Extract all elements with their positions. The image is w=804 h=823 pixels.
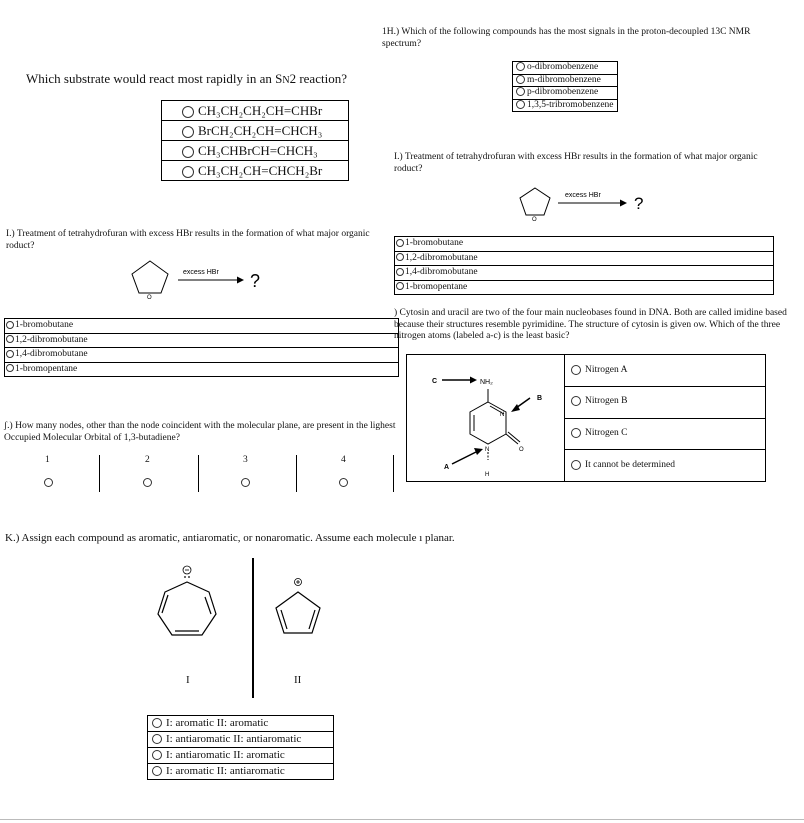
reagent-label: excess HBr: [183, 269, 219, 276]
option-label: 1,2-dibromobutane: [15, 334, 88, 345]
option-row[interactable]: [5, 348, 399, 363]
thf-ring: [520, 188, 550, 215]
option-row[interactable]: [162, 121, 349, 141]
option-label: It cannot be determined: [585, 459, 675, 470]
question-i-right-options: [394, 236, 774, 295]
cytosine-structure: [406, 354, 566, 482]
radio-button[interactable]: [6, 335, 14, 343]
radio-button[interactable]: [6, 321, 14, 329]
option-label: 3: [243, 455, 248, 465]
question-i-left-options: [4, 318, 399, 377]
unknown-product: ?: [250, 271, 261, 291]
option-row[interactable]: [513, 62, 618, 75]
h-label: H: [485, 472, 490, 478]
option-label: 1: [45, 455, 50, 465]
option-label: o-dibromobenzene: [527, 62, 599, 72]
option-row[interactable]: [162, 161, 349, 181]
radio-button[interactable]: [571, 365, 581, 375]
lone-pair-dot: [184, 576, 186, 578]
radio-button[interactable]: [182, 106, 194, 118]
option-label: BrCH₂CH₂CH=CHCH₃: [198, 123, 323, 139]
option-row[interactable]: [148, 716, 334, 732]
option-divider: [393, 455, 394, 492]
thf-reaction-right: [510, 184, 660, 224]
question-k-text: K.) Assign each compound as aromatic, antiaromatic, or nonaromatic. Assume each molecule ı planar.: [5, 532, 455, 544]
option-row[interactable]: [513, 74, 618, 87]
option-row[interactable]: [395, 266, 774, 281]
option-label: 2: [145, 455, 150, 465]
oxygen-label: O: [519, 447, 524, 453]
option-row[interactable]: [565, 418, 766, 450]
option-label: 1,4-dibromobutane: [15, 349, 88, 359]
label-c: C: [432, 378, 438, 385]
option-divider: [198, 455, 199, 492]
radio-button[interactable]: [152, 750, 162, 760]
radio-button[interactable]: [571, 428, 581, 438]
option-label: CH₃CH₂CH=CHCH₂Br: [198, 163, 323, 179]
question-i-right-text: I.) Treatment of tetrahydrofuran with excess HBr results in the formation of what major organic roduct?: [394, 152, 758, 174]
option-label: 1-bromopentane: [15, 363, 78, 374]
radio-button[interactable]: [143, 478, 152, 487]
option-row[interactable]: [148, 748, 334, 764]
option-row[interactable]: [565, 386, 766, 418]
radio-button[interactable]: [516, 62, 525, 71]
option-label: CH₃CH₂CH₂CH=CHBr: [198, 103, 323, 118]
n1-label: N: [485, 447, 490, 453]
seven-membered-ring: [158, 582, 216, 635]
option-label: 1,2-dibromobutane: [405, 252, 478, 263]
option-label: 1,4-dibromobutane: [405, 267, 478, 277]
option-label: Nitrogen A: [585, 364, 628, 375]
nh2-label: NH₂: [480, 379, 493, 386]
radio-button[interactable]: [339, 478, 348, 487]
radio-button[interactable]: [44, 478, 53, 487]
option-label: 1-bromobutane: [15, 320, 74, 330]
option-row[interactable]: [565, 355, 766, 387]
option-divider: [296, 455, 297, 492]
question-g-options: [0, 452, 400, 492]
cyclopentadienyl-cation: [270, 572, 330, 642]
radio-button[interactable]: [241, 478, 250, 487]
option-row[interactable]: [148, 732, 334, 748]
option-label: 4: [341, 455, 346, 465]
radio-button[interactable]: [571, 460, 581, 470]
option-label: 1-bromobutane: [405, 238, 464, 248]
cycloheptatrienyl-anion: [150, 562, 250, 662]
option-label: m-dibromobenzene: [527, 74, 601, 85]
question-cytosine-text: ) Cytosin and uracil are two of the four main nucleobases found in DNA. Both are called imidine based because their structures resemble pyrimidine. The structure of cytosin is given ow. Which of the three nitrogen atoms (labeled a-c) is the least basic?: [394, 308, 787, 341]
radio-button[interactable]: [396, 282, 404, 290]
arrow-c-head: [470, 377, 477, 384]
double-bond: [205, 597, 211, 614]
radio-button[interactable]: [182, 146, 194, 158]
question-sn2-options: [161, 100, 349, 181]
option-label: I: antiaromatic II: antiaromatic: [166, 733, 302, 745]
ring-oxygen-label: O: [147, 295, 152, 301]
option-label: p-dibromobenzene: [527, 87, 599, 97]
radio-button[interactable]: [6, 350, 14, 358]
option-label: CH₃CHBrCH=CHCH₃: [198, 143, 318, 159]
option-row[interactable]: [162, 101, 349, 121]
option-label: I: aromatic II: antiaromatic: [166, 765, 285, 777]
label-b: B: [537, 395, 543, 402]
option-row[interactable]: [395, 251, 774, 266]
five-membered-ring: [276, 592, 320, 633]
question-k-options: [147, 715, 334, 780]
n3-label: N: [500, 412, 505, 418]
compound-ii-label: II: [294, 674, 302, 686]
option-row[interactable]: [565, 450, 766, 482]
option-row[interactable]: [513, 99, 618, 112]
radio-button[interactable]: [571, 396, 581, 406]
ring-oxygen-label: O: [532, 217, 537, 223]
option-label: Nitrogen C: [585, 428, 628, 439]
option-row[interactable]: [5, 333, 399, 348]
radio-button[interactable]: [152, 718, 162, 728]
option-row[interactable]: [513, 87, 618, 100]
label-a: A: [444, 464, 450, 471]
question-h-options: [512, 61, 618, 112]
radio-button[interactable]: [516, 87, 525, 96]
lone-pair-dot: [188, 576, 190, 578]
option-row[interactable]: [148, 764, 334, 780]
arrow-head: [620, 200, 627, 207]
option-label: Nitrogen B: [585, 396, 628, 407]
option-divider: [99, 455, 100, 492]
radio-button[interactable]: [182, 166, 194, 178]
radio-button[interactable]: [396, 268, 404, 276]
question-h-text: 1H.) Which of the following compounds has the most signals in the proton-decoupled 13C NMR spectrum?: [382, 27, 751, 49]
unknown-product: ?: [634, 194, 644, 213]
radio-button[interactable]: [6, 364, 14, 372]
radio-button[interactable]: [182, 126, 194, 138]
option-row[interactable]: [395, 237, 774, 252]
reagent-label: excess HBr: [565, 192, 601, 199]
question-cytosine-options: [564, 354, 766, 482]
option-label: I: antiaromatic II: aromatic: [166, 749, 285, 761]
option-label: 1,3,5-tribromobenzene: [527, 99, 614, 110]
thf-ring: [132, 261, 168, 293]
question-sn2-text: Which substrate would react most rapidly in an SN2 reaction?: [26, 71, 347, 86]
radio-button[interactable]: [152, 734, 162, 744]
question-g-text: ʃ.) How many nodes, other than the node coincident with the molecular plane, are present in the lighest Occupied Molecular Orbital of 1,3-butadiene?: [4, 421, 396, 443]
option-label: I: aromatic II: aromatic: [166, 717, 269, 729]
radio-button[interactable]: [516, 75, 525, 84]
option-row[interactable]: [162, 141, 349, 161]
compound-i-label: I: [186, 674, 190, 686]
compound-divider: [252, 558, 254, 698]
radio-button[interactable]: [516, 100, 525, 109]
radio-button[interactable]: [396, 253, 404, 261]
arrow-head: [237, 277, 244, 284]
page-bottom-border: [0, 819, 804, 820]
option-row[interactable]: [5, 362, 399, 377]
option-label: 1-bromopentane: [405, 281, 468, 292]
pyrimidine-ring: [470, 402, 506, 444]
thf-reaction-left: [128, 258, 278, 303]
option-row[interactable]: [5, 319, 399, 334]
option-row[interactable]: [395, 280, 774, 295]
radio-button[interactable]: [152, 766, 162, 776]
question-i-left-text: I.) Treatment of tetrahydrofuran with excess HBr results in the formation of what major organic roduct?: [6, 229, 370, 251]
arrow-a: [452, 452, 476, 464]
